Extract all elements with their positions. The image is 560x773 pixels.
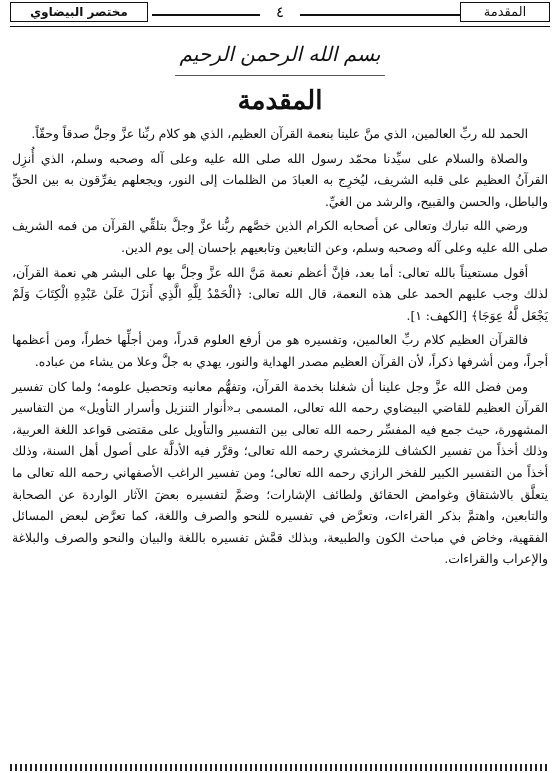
decorative-border	[10, 764, 550, 771]
chapter-title: المقدمة	[237, 86, 323, 116]
basmala-underline	[175, 75, 385, 76]
header-rule	[300, 14, 460, 16]
body-text	[12, 124, 548, 573]
paragraph: أقول مستعيناً بالله تعالى: أما بعد، فإنَّ أعظم نعمة مَنَّ الله عزَّ وجلَّ بها على البشر هي نعمة القرآن، لذلك وجب عليهم الحمد على هذه النعمة، قال الله تعالى: ﴿الْحَمْدُ لِلَّهِ الَّذِي أَنزَلَ عَلَىٰ عَبْدِهِ الْكِتَابَ وَلَمْ يَجْعَل لَّهُ عِوَجَا﴾ [الكهف: ١].	[12, 265, 548, 323]
header-divider	[10, 26, 550, 27]
paragraph: ورضي الله تبارك وتعالى عن أصحابه الكرام الذين خصَّهم ربُّنا عزَّ وجلَّ بتلقِّي القرآن من فمه الشريف صلى الله عليه وعلى آله وصحبه وسلم، وعن التابعين وتابعيهم بإحسان إلى يوم الدين.	[12, 219, 548, 255]
header-rule	[152, 14, 260, 16]
paragraph: ومن فضل الله عزَّ وجل علينا أن شغلنا بخدمة القرآن، وتفهُّم معانيه وتحصيل علومه؛ ولما كان تفسير القرآن العظيم للقاضي البيضاوي رحمه الله تعالى، المسمى بـ«أنوار التنزيل وأسرار التأويل» من التفاسير المشهورة، حيث جمع فيه المفسِّر رحمه الله تعالى بين التفسير والتأويل على مقتضى قواعد اللغة العربية، وذلك أخذاً من تفسير الكشاف للزمخشري رحمه الله تعالى؛ وقرَّر فيه الأدلَّة على أصول أهل السنة، وذلك أخذاً من التفسير الكبير للفخر الرازي رحمه الله تعالى؛ ومن تفسير الراغب الأصفهاني رحمه الله تعالى ما يتعلَّق بالاشتقاق وغوامض الحقائق ولطائف الإشارات؛ وضمَّ لتفسيره بعضَ الآثار الواردة عن الصحابة والتابعين، واهتمَّ بذكر القراءات، وتعرَّض في تفسيره للنحو والصرف واللغة، كما تعرَّض لبعض المسائل الفقهية، وخاض في مباحث الكون والطبيعة، وبذلك قمَّش تفسيره باللغة والبيان والنحو والصرف والبلاغة والإعراب والقراءات.	[12, 379, 548, 567]
page-number: ٤	[275, 3, 285, 21]
paragraph: الحمد لله ربِّ العالمين، الذي منَّ علينا بنعمة القرآن العظيم، الذي هو كلام ربِّنا عزَّ وجلَّ صدقاً وحقّاً.	[31, 127, 528, 141]
running-header-section-title: المقدمة	[460, 2, 550, 22]
basmala-calligraphy: بسم الله الرحمن الرحيم	[179, 42, 381, 66]
paragraph: والصلاة والسلام على سيِّدنا محمّد رسول الله صلى الله عليه وعلى آله وصحبه وسلم، الذي أُنزِل القرآنُ العظيم على قلبه الشريف، ليُخرِج به العبادَ من الظلمات إلى النور، ويجعلهم يفرِّقون به بين الحقِّ والباطل، والحسن والقبيح، والرشد من الغيِّ.	[12, 151, 548, 209]
paragraph: فالقرآن العظيم كلام ربِّ العالمين، وتفسيره هو من أرفع العلوم قدراً، ومن أجلِّها خطراً، ومن أعظمها أجراً، ومن أشرفها ذكراً، لأن القرآن العظيم مصدر الهداية والنور، يهدي به جلَّ وعلا من يشاء من عباده.	[12, 333, 548, 369]
running-header-book-title: مختصر البيضاوي	[10, 2, 148, 22]
